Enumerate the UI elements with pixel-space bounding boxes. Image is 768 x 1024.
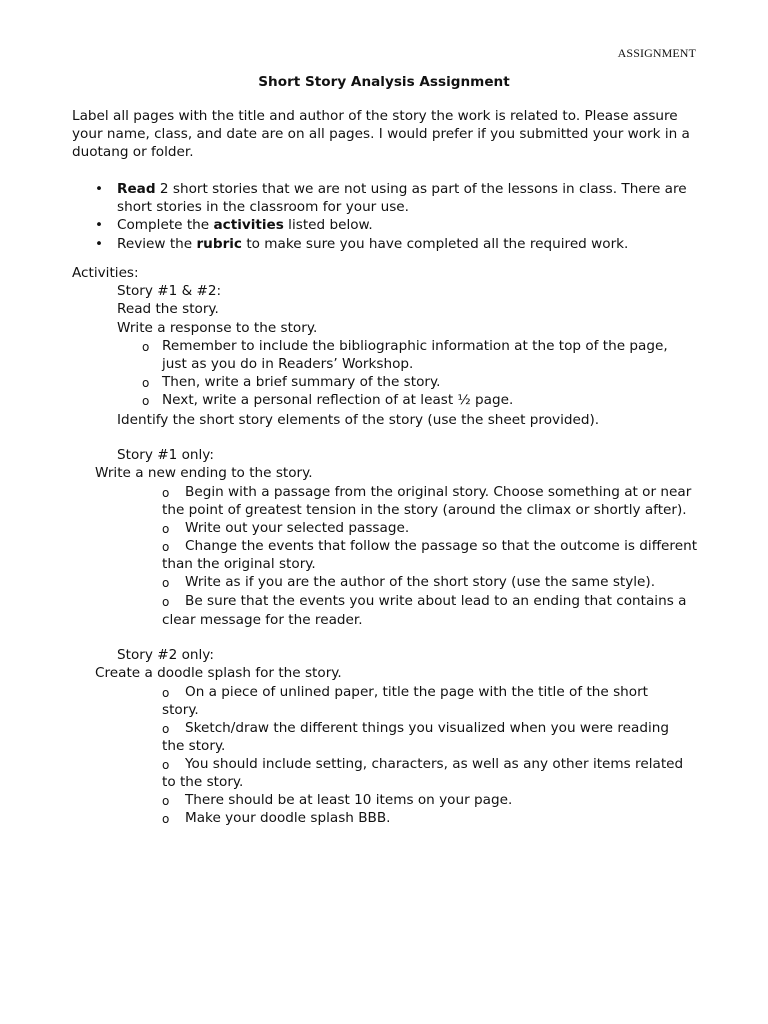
sub-item-text: Then, write a brief summary of the story. bbox=[162, 374, 441, 390]
section-heading: Story #2 only: bbox=[117, 647, 214, 663]
list-item-text: short stories in the classroom for your use. bbox=[117, 199, 409, 215]
list-item-rubric bbox=[117, 235, 628, 253]
intro-line: duotang or folder. bbox=[72, 144, 194, 160]
circle-bullet-icon: o bbox=[162, 576, 170, 590]
sub-item-text: You should include setting, characters, as well as any other items related bbox=[185, 756, 684, 772]
circle-bullet-icon: o bbox=[142, 376, 150, 390]
bullet-icon: • bbox=[95, 236, 104, 252]
task-text: Write a response to the story. bbox=[117, 320, 318, 336]
activities-heading: Activities: bbox=[72, 265, 139, 281]
assignment-label: ASSIGNMENT bbox=[617, 46, 696, 60]
circle-bullet-icon: o bbox=[162, 794, 170, 808]
task-text: Write a new ending to the story. bbox=[95, 465, 313, 481]
sub-item-text: story. bbox=[162, 702, 199, 718]
intro-paragraph bbox=[72, 107, 712, 161]
read-keyword: Read bbox=[117, 181, 156, 197]
sub-item-text: Next, write a personal reflection of at least ½ page. bbox=[162, 392, 514, 408]
circle-bullet-icon: o bbox=[162, 522, 170, 536]
circle-bullet-icon: o bbox=[142, 394, 150, 408]
sub-item-text: clear message for the reader. bbox=[162, 612, 363, 628]
sub-item-text: just as you do in Readers’ Workshop. bbox=[162, 356, 414, 372]
list-item-text: Review the bbox=[117, 236, 197, 252]
list-item-read bbox=[117, 180, 687, 198]
circle-bullet-icon: o bbox=[162, 812, 170, 826]
task-text: Identify the short story elements of the story (use the sheet provided). bbox=[117, 412, 600, 428]
circle-bullet-icon: o bbox=[162, 486, 170, 500]
bullet-icon: • bbox=[95, 181, 104, 197]
circle-bullet-icon: o bbox=[142, 340, 150, 354]
circle-bullet-icon: o bbox=[162, 540, 170, 554]
sub-item-text: Remember to include the bibliographic information at the top of the page, bbox=[162, 338, 668, 354]
list-item-text: listed below. bbox=[283, 217, 373, 233]
list-item-text: to make sure you have completed all the required work. bbox=[242, 236, 629, 252]
list-item-text: Complete the bbox=[117, 217, 214, 233]
sub-item-text: Make your doodle splash BBB. bbox=[185, 810, 391, 826]
sub-item-text: Write out your selected passage. bbox=[185, 520, 410, 536]
page-title: Short Story Analysis Assignment bbox=[258, 74, 510, 90]
list-item-text: 2 short stories that we are not using as part of the lessons in class. There are bbox=[155, 181, 687, 197]
task-text: Create a doodle splash for the story. bbox=[95, 665, 342, 681]
sub-item-text: Be sure that the events you write about lead to an ending that contains a bbox=[185, 593, 687, 609]
circle-bullet-icon: o bbox=[162, 686, 170, 700]
bullet-icon: • bbox=[95, 217, 104, 233]
sub-item-text: Begin with a passage from the original story. Choose something at or near bbox=[185, 484, 692, 500]
sub-item-text: On a piece of unlined paper, title the page with the title of the short bbox=[185, 684, 649, 700]
circle-bullet-icon: o bbox=[162, 722, 170, 736]
section-heading: Story #1 & #2: bbox=[117, 283, 222, 299]
activities-keyword: activities bbox=[213, 217, 284, 233]
sub-item-text: the story. bbox=[162, 738, 226, 754]
intro-line: your name, class, and date are on all pages. I would prefer if you submitted your work in a bbox=[72, 126, 690, 142]
sub-item-text: There should be at least 10 items on your page. bbox=[185, 792, 513, 808]
circle-bullet-icon: o bbox=[162, 758, 170, 772]
section-heading: Story #1 only: bbox=[117, 447, 214, 463]
sub-item-text: Change the events that follow the passage so that the outcome is different bbox=[185, 538, 698, 554]
sub-item-text: Write as if you are the author of the short story (use the same style). bbox=[185, 574, 656, 590]
circle-bullet-icon: o bbox=[162, 595, 170, 609]
sub-item-text: Sketch/draw the different things you visualized when you were reading bbox=[185, 720, 669, 736]
list-item-activities bbox=[117, 216, 373, 234]
sub-item-text: to the story. bbox=[162, 774, 244, 790]
rubric-keyword: rubric bbox=[196, 236, 242, 252]
task-text: Read the story. bbox=[117, 301, 219, 317]
sub-item-text: the point of greatest tension in the story (around the climax or shortly after). bbox=[162, 502, 687, 518]
sub-item-text: than the original story. bbox=[162, 556, 316, 572]
intro-line: Label all pages with the title and author of the story the work is related to. Please assure bbox=[72, 108, 678, 124]
